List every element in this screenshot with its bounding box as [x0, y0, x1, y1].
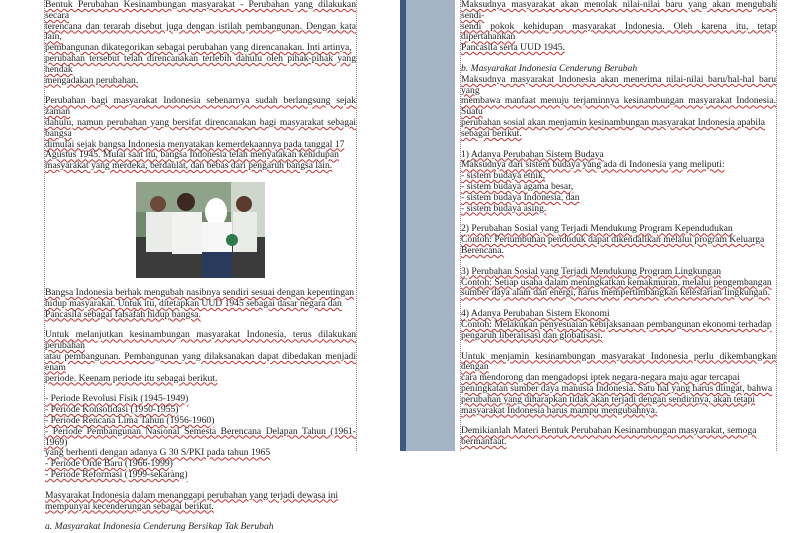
text-line: Contoh: Melakukan penyesuaian kebijaksanaan pembangunan ekonomi terhadap — [461, 318, 772, 330]
text-line: masyarakat yang merdeka, berdaulat, dan bebas dari pengaruh bangsa lain. — [45, 160, 333, 172]
text-line: Perubahan bagi masyarakat Indonesia sebenarnya sudah berlangsung sejak zaman — [45, 95, 356, 118]
text-line: Untuk menjamin kesinambungan masyarakat Indonesia perlu dikembangkan dengan — [461, 350, 776, 373]
text-line: Bentuk Perubahan Kesinambungan masyarakat - Perubahan yang dilakukan secara — [45, 0, 356, 21]
text-line: yang berhenti dengan adanya G 30 S/PKI pada tahun 1965 — [45, 447, 271, 459]
text-line: Masyarakat Indonesia dalam menanggapi perubahan yang terjadi dewasa ini — [45, 489, 339, 501]
text-line: dahulu, namun perubahan yang bersifat direncanakan bagi masyarakat sebagai bangsa — [45, 116, 356, 139]
text-line: - sistem budaya Indonesia, dan — [461, 191, 580, 203]
text-line: Maksudnya masyarakat Indonesia akan menerima nilai-nilai baru/hal-hal baru yang — [461, 73, 776, 96]
text-line: Pancasila sebagai falsafah hidup bangsa. — [45, 308, 201, 320]
text-line: pengaruh liberalisasi dan globalisasi. — [461, 329, 603, 341]
paragraph — [461, 352, 776, 417]
text-line: Maksudnya dari sistem budaya yang ada di Indonesia yang meliputi: — [461, 159, 725, 171]
page-text-area[interactable] — [460, 0, 777, 451]
paragraph — [45, 288, 356, 320]
text-line: Contoh: Pertumbuhan penduduk dapat dikendalikan melalui program Keluarga — [461, 234, 765, 246]
page-gap — [400, 0, 455, 451]
text-line: - sistem budaya asing. — [461, 202, 547, 214]
paragraph — [461, 0, 776, 54]
page-shadow — [400, 0, 406, 451]
list-ekonomi — [461, 309, 776, 341]
list-kependudukan — [461, 224, 776, 256]
heading-a: a. Masyarakat Indonesia Cenderung Bersikap Tak Berubah — [45, 521, 274, 533]
paragraph — [461, 426, 776, 448]
text-line: peningkatan sumber daya manusia Indonesia. Satu hal yang harus diingat, bahwa — [461, 382, 773, 394]
text-line: - Periode Konsolidasi (1950-1955) — [45, 404, 179, 416]
text-line: periode. Keenam periode itu sebagai berikut. — [45, 372, 218, 384]
text-line: Berencana. — [461, 244, 504, 256]
text-line: sumber daya alam dan energi, harus mempertimbangkan kelestarian lingkungan. — [461, 287, 770, 299]
document-page-right — [455, 0, 806, 451]
text-line: masyarakat Indonesia harus mampu mengubahnya. — [461, 404, 658, 416]
text-line: atau pembangunan. Pembangunan yang dilaksanakan dapat dibedakan menjadi enam — [45, 350, 356, 373]
heading-b: b. Masyarakat Indonesia Cenderung Berubah — [461, 62, 638, 74]
text-line: - sistem budaya agama besar, — [461, 180, 574, 192]
text-line: Demikianlah Materi Bentuk Perubahan Kesinambungan masyarakat, semoga — [461, 425, 757, 437]
page-text-area[interactable] — [44, 0, 357, 533]
text-line: cara mendorong dan mengadopsi iptek negara-negara maju agar tercapai — [461, 372, 740, 384]
text-line: dimulai sejak bangsa Indonesia menyatakan kemerdekaannya pada tanggal 17 — [45, 138, 345, 150]
text-line: perubahan yang diharapkan tidak akan terjadi dengan sendirinya, akan tetapi — [461, 393, 756, 405]
paragraph — [45, 330, 356, 384]
text-line: - Periode Revolusi Fisik (1945-1949) — [45, 393, 189, 405]
paragraph — [45, 96, 356, 172]
text-line: Maksudnya masyarakat akan menolak nilai-nilai baru yang akan mengubah sendi- — [461, 0, 776, 21]
text-line: perubahan sosial akan menjamin kesinambungan masyarakat Indonesia apabila — [461, 116, 765, 128]
text-line: perubahan tersebut telah direncanakan terlebih dahulu oleh pihak-pihak yang hendak — [45, 52, 356, 75]
text-line: 2) Perubahan Sosial yang Terjadi Mendukung Program Kependudukan — [461, 223, 733, 235]
text-line: Pancasila serta UUD 1945. — [461, 42, 565, 54]
text-line: - Periode Rencana Lima Tahun (1956-1960) — [45, 414, 215, 426]
text-line: - sistem budaya etnik, — [461, 170, 546, 182]
text-line: 1) Adanya Perubahan Sistem Budaya — [461, 148, 604, 160]
paragraph — [45, 491, 356, 513]
list-lingkungan — [461, 267, 776, 299]
paragraph — [45, 0, 356, 86]
text-line: Agustus 1945. Mulai saat itu, bangsa Indonesia telah menyatakan kehidupan — [45, 149, 339, 161]
text-line: pembangunan dikategorikan sebagai perubahan yang direncanakan. Inti artinya, — [45, 42, 352, 54]
text-line: mengadakan perubahan. — [45, 74, 139, 86]
period-list — [45, 394, 356, 480]
text-line: 4) Adanya Perubahan Sistem Ekonomi — [461, 308, 610, 320]
text-line: Contoh: Setiap usaha dalam meningkatkan kemakmuran, melalui pengembangan — [461, 276, 772, 288]
document-page-left — [0, 0, 400, 533]
text-line: terencana dan terarah disebut juga dengan istilah pembangunan. Dengan kata lain, — [45, 20, 356, 43]
text-line: sendi pokok kehidupan masyarakat Indonesia. Oleh karena itu, tetap dipertahankan — [461, 20, 776, 43]
text-line: mempunyai kecenderungan sebagai berikut. — [45, 500, 214, 512]
text-line: - Periode Pembangunan Nasional Semesta Berencana Delapan Tahun (1961-1969) — [45, 425, 356, 448]
list-system-budaya — [461, 150, 776, 215]
text-line: membawa manfaat menuju terjaminnya kesinambungan masyarakat Indonesia. Suatu — [461, 95, 776, 118]
text-line: Bangsa Indonesia berhak mengubah nasibnya sendiri sesuai dengan kepentingan — [45, 286, 355, 298]
text-line: Untuk melanjutkan kesinambungan masyarakat Indonesia, terus dilakukan perubahan — [45, 329, 356, 352]
text-line: - Periode Reformasi (1999-sekarang) — [45, 468, 188, 480]
text-line: 3) Perubahan Sosial yang Terjadi Mendukung Program Lingkungan — [461, 265, 722, 277]
text-line: sebagai berikut. — [461, 127, 522, 139]
text-line: hidup masyarakat. Untuk itu, ditetapkan UUD 1945 sebagai dasar negara dan — [45, 297, 342, 309]
students-photo[interactable] — [136, 182, 265, 278]
text-line: bermanfaat. — [461, 436, 507, 448]
text-line: - Periode Orde Baru (1966-1999) — [45, 458, 173, 470]
paragraph — [461, 75, 776, 140]
